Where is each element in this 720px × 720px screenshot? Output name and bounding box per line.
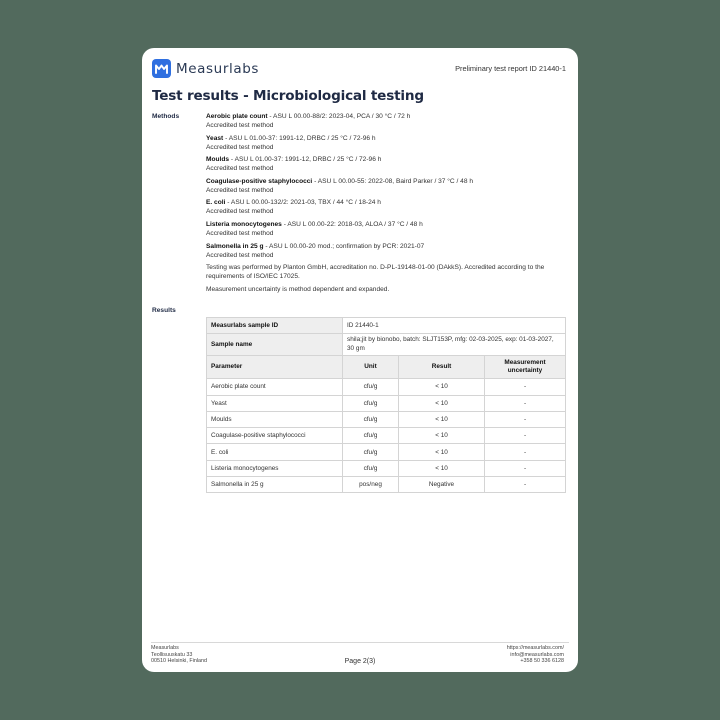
uncertainty-cell: - <box>485 444 566 460</box>
method-item <box>206 112 570 130</box>
method-item <box>206 198 570 216</box>
report-header <box>152 59 566 79</box>
method-detail: - ASU L 00.00-20 mod.; confirmation by PCR: 2021-07 <box>263 242 425 250</box>
result-cell: < 10 <box>399 460 485 476</box>
method-name: Salmonella in 25 g <box>206 242 264 250</box>
footer-contact <box>507 645 564 665</box>
method-name: Moulds <box>206 156 230 164</box>
results-table <box>206 317 566 493</box>
sample-id-label: Measurlabs sample ID <box>207 318 343 334</box>
column-header-uncertainty: Measurement uncertainty <box>485 356 566 379</box>
sample-id-value: ID 21440-1 <box>343 318 566 334</box>
uncertainty-cell: - <box>485 379 566 395</box>
brand-logo <box>152 59 259 78</box>
footer-company: Measurlabs <box>151 645 179 651</box>
method-item <box>206 242 570 260</box>
method-item <box>206 220 570 238</box>
uncertainty-note: Measurement uncertainty is method dependent and expanded. <box>206 286 390 294</box>
table-row <box>207 477 566 493</box>
method-name: Aerobic plate count <box>206 113 268 120</box>
method-accreditation: Accredited test method <box>206 186 274 194</box>
result-cell: Negative <box>399 477 485 493</box>
report-page <box>142 48 578 672</box>
sample-id-row <box>207 318 566 334</box>
uncertainty-cell: - <box>485 395 566 411</box>
method-detail: - ASU L 00.00-22: 2018-03, ALOA / 37 °C / 48 h <box>281 220 423 228</box>
uncertainty-cell: - <box>485 411 566 427</box>
sample-name-label: Sample name <box>207 334 343 356</box>
parameter-cell: Listeria monocytogenes <box>207 460 343 476</box>
result-cell: < 10 <box>399 411 485 427</box>
result-cell: < 10 <box>399 395 485 411</box>
results-label: Results <box>152 307 176 314</box>
method-accreditation: Accredited test method <box>206 208 274 216</box>
table-row <box>207 428 566 444</box>
column-header-result: Result <box>399 356 485 379</box>
footer-phone: +358 50 336 6128 <box>520 658 564 665</box>
report-id: Preliminary test report ID 21440-1 <box>455 64 566 73</box>
method-detail: - ASU L 00.00-55: 2022-08, Baird Parker / 37 °C / 48 h <box>312 177 473 185</box>
methods-label: Methods <box>152 113 180 120</box>
method-name: Coagulase-positive staphylococci <box>206 177 313 185</box>
footer-website[interactable]: https://measurlabs.com/ <box>506 645 564 651</box>
table-header-row <box>207 356 566 379</box>
method-accreditation: Accredited test method <box>206 122 274 129</box>
result-cell: < 10 <box>399 379 485 395</box>
unit-cell: cfu/g <box>343 395 399 411</box>
column-header-parameter: Parameter <box>207 356 343 379</box>
unit-cell: cfu/g <box>343 444 399 460</box>
table-row <box>207 411 566 427</box>
table-row <box>207 460 566 476</box>
method-detail: - ASU L 01.00-37: 1991-12, DRBC / 25 °C / 72-96 h <box>229 156 382 164</box>
method-name: Yeast <box>206 134 224 142</box>
method-item <box>206 155 570 173</box>
parameter-cell: Aerobic plate count <box>207 379 343 395</box>
sample-name-value: shila;jit by bionobo, batch: SLJT153P, mfg: 02-03-2025, exp: 01-03-2027, 30 gm <box>343 334 566 356</box>
method-detail: - ASU L 01.00-37: 1991-12, DRBC / 25 °C / 72-96 h <box>223 134 376 142</box>
accreditation-note: Testing was performed by Planton GmbH, accreditation no. D-PL-19148-01-00 (DAkkS). Accredited according to the requirements of ISO/IEC 17025. <box>206 264 545 281</box>
parameter-cell: Moulds <box>207 411 343 427</box>
method-name: Listeria monocytogenes <box>206 220 282 228</box>
unit-cell: cfu/g <box>343 460 399 476</box>
measurlabs-logo-icon <box>152 59 171 78</box>
unit-cell: pos/neg <box>343 477 399 493</box>
method-accreditation: Accredited test method <box>206 143 274 151</box>
parameter-cell: Coagulase-positive staphylococci <box>207 428 343 444</box>
methods-list <box>206 112 570 298</box>
unit-cell: cfu/g <box>343 411 399 427</box>
method-accreditation: Accredited test method <box>206 165 274 173</box>
column-header-unit: Unit <box>343 356 399 379</box>
result-cell: < 10 <box>399 444 485 460</box>
table-row <box>207 444 566 460</box>
page-number: Page 2(3) <box>344 658 376 665</box>
footer-city: 00510 Helsinki, Finland <box>151 658 208 665</box>
uncertainty-cell: - <box>485 428 566 444</box>
method-item <box>206 134 570 152</box>
result-cell: < 10 <box>399 428 485 444</box>
uncertainty-cell: - <box>485 460 566 476</box>
unit-cell: cfu/g <box>343 379 399 395</box>
method-accreditation: Accredited test method <box>206 251 274 259</box>
footer-divider <box>151 642 569 643</box>
footer-street: Teollisuuskatu 33 <box>151 651 193 658</box>
page-title: Test results - Microbiological testing <box>152 88 424 104</box>
table-row <box>207 379 566 395</box>
method-name: E. coli <box>206 199 226 207</box>
footer-email[interactable]: info@measurlabs.com <box>510 651 564 658</box>
brand-name: Measurlabs <box>176 60 259 77</box>
parameter-cell: E. coli <box>207 444 343 460</box>
parameter-cell: Salmonella in 25 g <box>207 477 343 493</box>
method-detail: - ASU L 00.00-132/2: 2021-03, TBX / 44 °C / 18-24 h <box>225 199 381 207</box>
table-row <box>207 395 566 411</box>
method-accreditation: Accredited test method <box>206 229 274 237</box>
method-detail: - ASU L 00.00-88/2: 2023-04, PCA / 30 °C / 72 h <box>267 113 411 120</box>
sample-name-row <box>207 334 566 356</box>
unit-cell: cfu/g <box>343 428 399 444</box>
parameter-cell: Yeast <box>207 395 343 411</box>
method-item <box>206 177 570 195</box>
uncertainty-cell: - <box>485 477 566 493</box>
